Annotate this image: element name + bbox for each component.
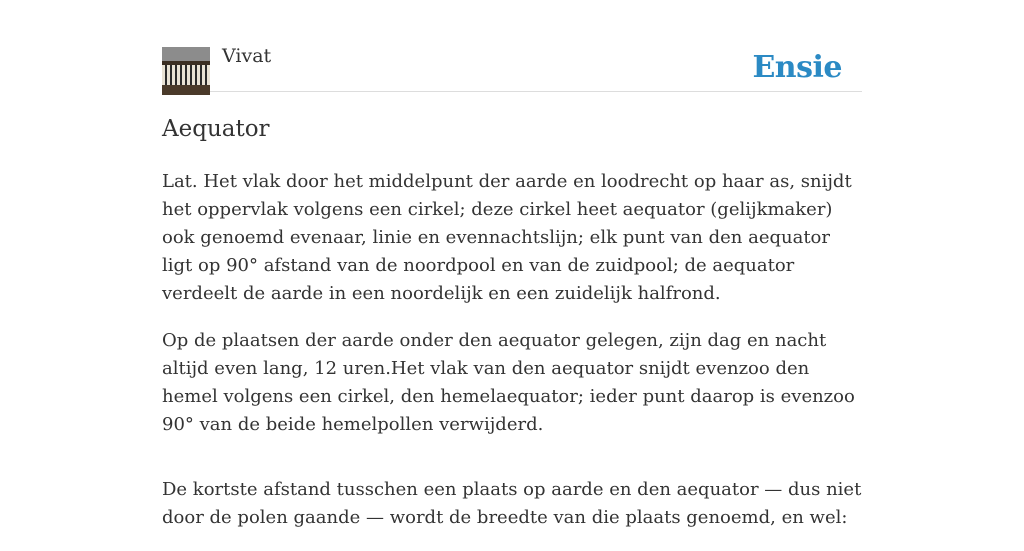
page-container [162, 0, 862, 528]
brand-logo[interactable]: Ensie [752, 50, 842, 85]
page-title: Aequator [162, 116, 270, 142]
username-link[interactable]: Vivat [222, 45, 272, 67]
user-avatar[interactable] [162, 47, 210, 95]
article-body [162, 168, 862, 551]
paragraph: Op de plaatsen der aarde onder den aequator gelegen, zijn dag en nacht altijd even lang, 12 uren.Het vlak van den aequator snijdt evenzoo den hemel volgens een cirkel, den hemelaequator; ieder punt daarop is evenzoo 90° van de beide hemelpollen verwijderd. [162, 330, 855, 435]
header [162, 0, 862, 92]
paragraph: De kortste afstand tusschen een plaats op aarde en den aequator — dus niet door de polen gaande — wordt de breedte van die plaats genoemd, en wel: [162, 479, 862, 528]
avatar-image [162, 47, 210, 95]
paragraph: Lat. Het vlak door het middelpunt der aarde en loodrecht op haar as, snijdt het oppervlak volgens een cirkel; deze cirkel heet aequator (gelijkmaker) ook genoemd evenaar, linie en evennachtslijn; elk punt van den aequator ligt op 90° afstand van de noordpool en van de zuidpool; de aequator verdeelt de aarde in een noordelijk en een zuidelijk halfrond. [162, 171, 852, 304]
